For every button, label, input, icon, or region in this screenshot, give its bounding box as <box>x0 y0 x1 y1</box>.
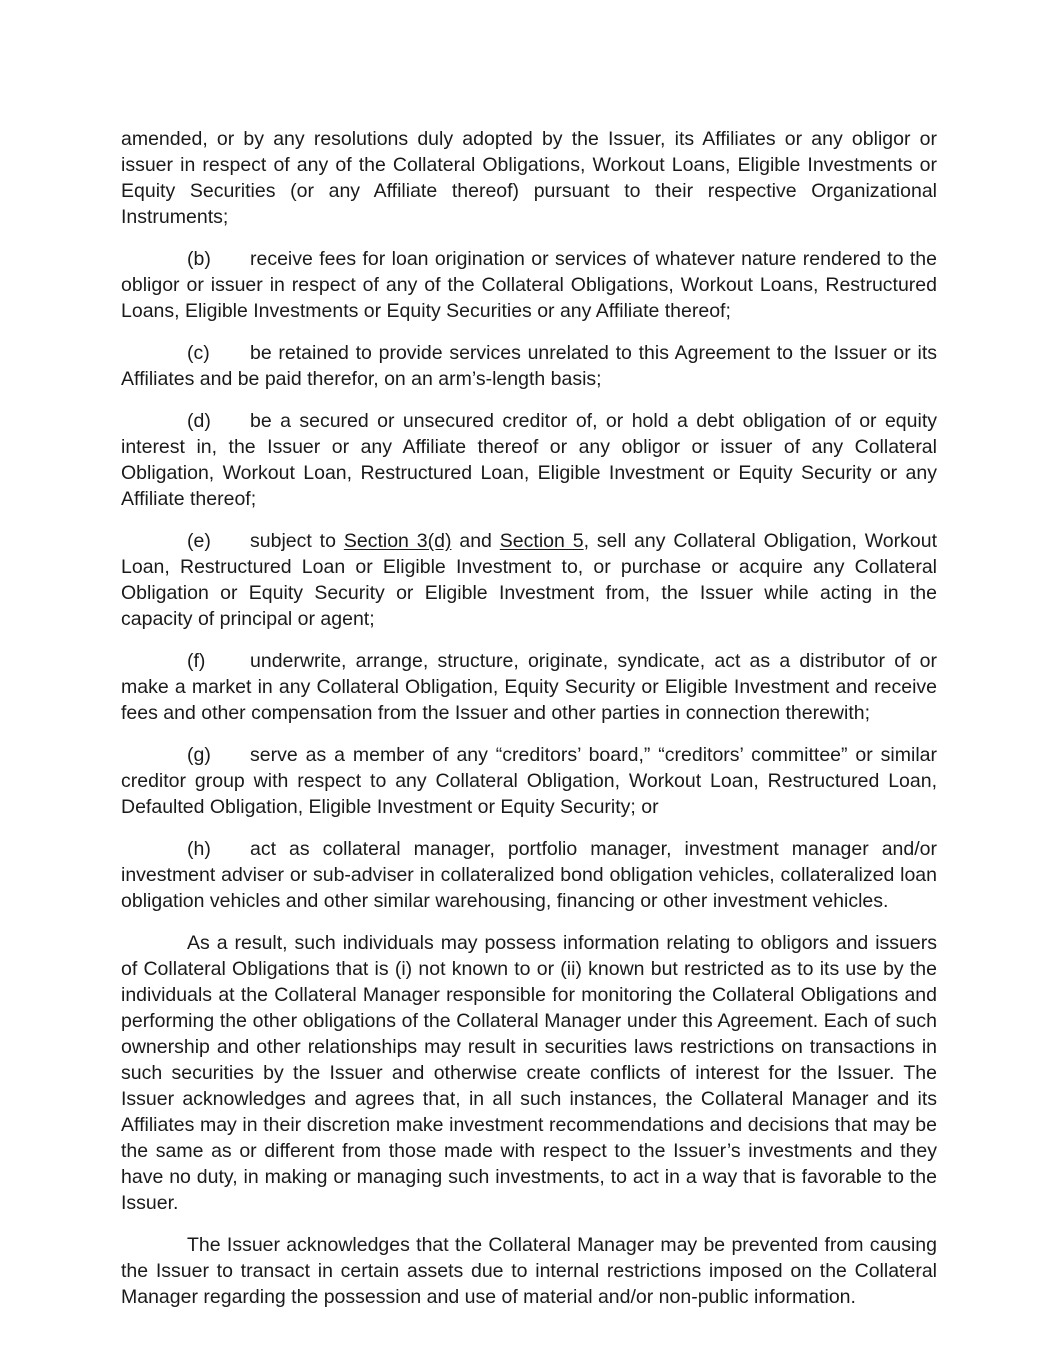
paragraph-g <box>121 742 937 820</box>
paragraph-b-text: receive fees for loan origination or services of whatever nature rendered to the obligor or issuer in respect of any of the Collateral Obligations, Workout Loans, Restructured Loans, Eligible Investments or Equity Securities or any Affiliate thereof; <box>121 248 937 322</box>
paragraph-c <box>121 340 937 392</box>
paragraph-g-text: serve as a member of any “creditors’ board,” “creditors’ committee” or similar creditor group with respect to any Collateral Obligation, Workout Loan, Restructured Loan, Defaulted Obligation, Eligible Investment or Equity Security; or <box>121 744 937 818</box>
paragraph-b <box>121 246 937 324</box>
paragraph-h <box>121 836 937 914</box>
section-3d-reference: Section 3(d) <box>343 530 452 552</box>
paragraph-f-text: underwrite, arrange, structure, originate, syndicate, act as a distributor of or make a market in any Collateral Obligation, Equity Security or Eligible Investment and receive fees and other compensation from the Issuer and other parties in connection therewith; <box>121 650 937 724</box>
section-5-reference: Section 5 <box>499 530 584 552</box>
paragraph-c-label: (c) <box>187 342 210 364</box>
paragraph-d-label: (d) <box>187 410 211 432</box>
paragraph-d-text: be a secured or unsecured creditor of, or hold a debt obligation of or equity interest in, the Issuer or any Affiliate thereof or any obligor or issuer of any Collateral Obligation, Workout Loan, Restructured Loan, Eligible Investment or Equity Security or any Affiliate thereof; <box>121 410 937 510</box>
paragraph-d <box>121 408 937 512</box>
paragraph-f <box>121 648 937 726</box>
paragraph-h-label: (h) <box>187 838 211 860</box>
paragraph-e <box>121 528 937 632</box>
paragraph-as-a-result: As a result, such individuals may possess information relating to obligors and issuers of Collateral Obligations that is (i) not known to or (ii) known but restricted as to its use by the individuals at the Collateral Manager responsible for monitoring the Collateral Obligations and performing the other obligations of the Collateral Manager under this Agreement. Each of such ownership and other relationships may result in securities laws restrictions on transactions in such securities by the Issuer and otherwise create conflicts of interest for the Issuer. The Issuer acknowledges and agrees that, in all such instances, the Collateral Manager and its Affiliates may in their discretion make investment recommendations and decisions that may be the same as or different from those made with respect to the Issuer’s investments and they have no duty, in making or managing such investments, to act in a way that is favorable to the Issuer. <box>121 932 937 1214</box>
paragraph-e-label: (e) <box>187 530 211 552</box>
paragraph-e-text-3: , sell any Collateral Obligation, Workout Loan, Restructured Loan or Eligible Investment to, or purchase or acquire any Collateral Obligation or Equity Security or Eligible Investment from, the Issuer while acting in the capacity of principal or agent; <box>121 530 938 630</box>
paragraph-issuer-acknowledges: The Issuer acknowledges that the Collateral Manager may be prevented from causing the Issuer to transact in certain assets due to internal restrictions imposed on the Collateral Manager regarding the possession and use of material and/or non-public information. <box>121 1234 937 1308</box>
paragraph-h-text: act as collateral manager, portfolio manager, investment manager and/or investment adviser or sub-adviser in collateralized bond obligation vehicles, collateralized loan obligation vehicles and other similar warehousing, financing or other investment vehicles. <box>121 838 937 912</box>
paragraph-e-text-1: subject to <box>250 530 344 552</box>
paragraph-continuation: amended, or by any resolutions duly adopted by the Issuer, its Affiliates or any obligor or issuer in respect of any of the Collateral Obligations, Workout Loans, Eligible Investments or Equity Securities (or any Affiliate thereof) pursuant to their respective Organizational Instruments; <box>121 128 937 228</box>
paragraph-b-label: (b) <box>187 248 211 270</box>
paragraph-f-label: (f) <box>187 650 206 672</box>
document-text-block <box>121 126 937 1310</box>
paragraph-e-text-2: and <box>451 530 500 552</box>
paragraph-g-label: (g) <box>187 744 211 766</box>
paragraph-c-text: be retained to provide services unrelated to this Agreement to the Issuer or its Affiliates and be paid therefor, on an arm’s-length basis; <box>121 342 937 390</box>
